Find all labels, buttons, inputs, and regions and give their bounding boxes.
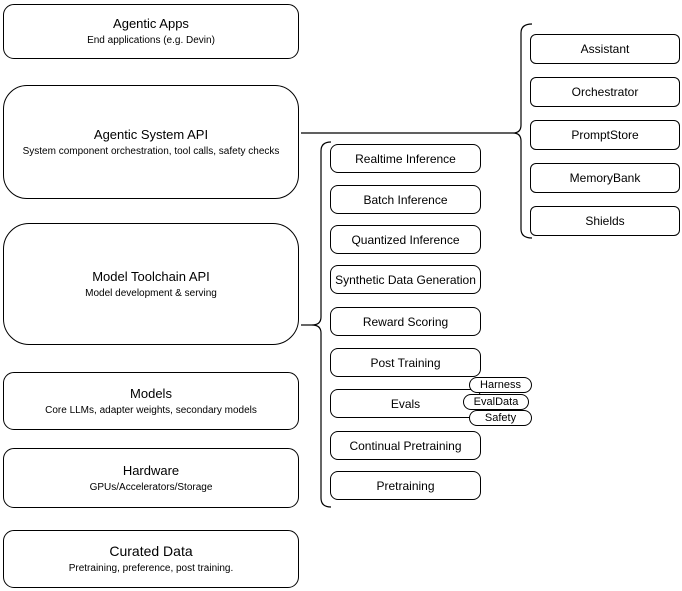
node-agentic-system-api bbox=[3, 85, 299, 199]
node-subtitle: Core LLMs, adapter weights, secondary models bbox=[45, 404, 257, 416]
node-orchestrator: Orchestrator bbox=[530, 77, 680, 107]
node-shields: Shields bbox=[530, 206, 680, 236]
node-subtitle: System component orchestration, tool calls, safety checks bbox=[22, 145, 280, 157]
node-agentic-apps bbox=[3, 4, 299, 59]
node-title: Agentic System API bbox=[93, 126, 209, 142]
node-pretraining: Pretraining bbox=[330, 471, 481, 500]
node-subtitle: Model development & serving bbox=[85, 287, 217, 299]
node-title: Agentic Apps bbox=[113, 16, 189, 31]
node-title: Model Toolchain API bbox=[92, 268, 210, 284]
node-subtitle: GPUs/Accelerators/Storage bbox=[89, 481, 213, 493]
node-models bbox=[3, 372, 299, 430]
node-continual-pretraining: Continual Pretraining bbox=[330, 431, 481, 460]
node-synthetic-data-generation: Synthetic Data Generation bbox=[330, 265, 481, 294]
node-assistant: Assistant bbox=[530, 34, 680, 64]
tag-safety: Safety bbox=[469, 410, 532, 426]
node-promptstore: PromptStore bbox=[530, 120, 680, 150]
node-title: Curated Data bbox=[109, 543, 193, 559]
node-batch-inference: Batch Inference bbox=[330, 185, 481, 214]
node-realtime-inference: Realtime Inference bbox=[330, 144, 481, 173]
node-quantized-inference: Quantized Inference bbox=[330, 225, 481, 254]
node-title: Hardware bbox=[122, 462, 180, 478]
node-subtitle: End applications (e.g. Devin) bbox=[87, 35, 215, 46]
node-title: Models bbox=[130, 385, 172, 401]
node-hardware bbox=[3, 448, 299, 508]
node-subtitle: Pretraining, preference, post training. bbox=[68, 563, 234, 574]
tag-evaldata: EvalData bbox=[463, 394, 529, 410]
node-post-training: Post Training bbox=[330, 348, 481, 377]
node-memorybank: MemoryBank bbox=[530, 163, 680, 193]
node-curated-data bbox=[3, 530, 299, 588]
node-reward-scoring: Reward Scoring bbox=[330, 307, 481, 336]
tag-harness: Harness bbox=[469, 377, 532, 393]
toolchain-items-bracket bbox=[312, 142, 331, 507]
node-evals: Evals bbox=[330, 389, 481, 418]
node-model-toolchain-api bbox=[3, 223, 299, 345]
